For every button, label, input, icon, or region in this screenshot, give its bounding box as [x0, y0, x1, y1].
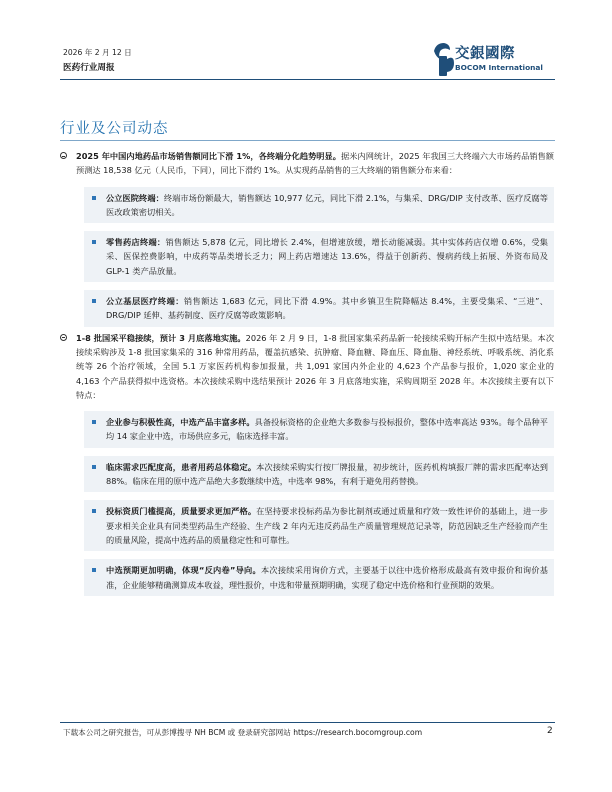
- sub-item-text: 具备投标资格的企业绝大多数参与投标报价，整体中选率高达 93%。每个品种平均 14 家企业中选，市场供应多元，临床选择丰富。: [106, 417, 548, 442]
- sub-item-text: 本次接续采购实行按厂牌报量，初步统计，医药机构填报厂牌的需求匹配率达到 88%。临床在用的原中选产品绝大多数继续中选，中选率 98%，有利于避免用药替换。: [106, 461, 548, 487]
- news-item-text: 据米内网统计，2025 年我国三大终端六大市场药品销售额预测达 18,538 亿元（人民币，下同），同比下滑约 1%。从实现药品销售的三大终端的销售额分布来看：: [76, 151, 554, 176]
- sub-item-text: 本次接续采用询价方式，主要基于以往中选价格形成最高有效申报价和询价基准，企业能够精确测算成本收益，理性报价，中选和带量预期明确，实现了稳定中选价格和行业预期的效果。: [106, 565, 548, 590]
- news-item-headline: 2025 年中国内地药品市场销售额同比下滑 1%，各终端分化趋势明显。: [76, 151, 342, 161]
- bullet-square-icon: [92, 465, 96, 469]
- sub-item-headline: 中选预期更加明确，体现“反内卷”导向。: [106, 565, 261, 576]
- report-name: 医药行业周报: [63, 63, 115, 73]
- sub-item-text: 销售额达 5,878 亿元，同比增长 2.4%，但增速放缓，增长动能减弱。其中实体药店仅增 0.6%，受集采、医保控费影响，中成药等品类增长乏力；网上药店增速达 13.6%，得益于创新药、慢病药线上拓展、外资布局及 GLP-1 类产品放量。: [106, 237, 548, 276]
- sub-item-headline: 公立医院终端：: [106, 192, 164, 203]
- sub-item: [84, 500, 554, 551]
- bullet-square-icon: [92, 509, 96, 513]
- sub-item-headline: 临床需求匹配度高，患者用药总体稳定。: [106, 461, 257, 472]
- logo-english-name: BOCOM International: [455, 63, 543, 72]
- report-date: 2026 年 2 月 12 日: [63, 48, 132, 57]
- sub-item: [84, 456, 554, 493]
- page-number: 2: [547, 726, 553, 736]
- sub-item: [84, 411, 554, 448]
- logo-chinese-name: 交銀國際: [455, 46, 515, 62]
- footer-disclaimer: 下载本公司之研究报告，可从彭博搜寻 NH BCM 或 登录研究部网站 https://research.bocomgroup.com: [63, 728, 423, 737]
- sub-item-text: 销售额达 1,683 亿元，同比下滑 4.9%。其中乡镇卫生院降幅达 8.4%，主要受集采、“三进”、DRG/DIP 延伸、基药制度、医疗反腐等政策影响。: [106, 296, 548, 321]
- section-divider: [60, 140, 555, 141]
- section-title: 行业及公司动态: [60, 121, 169, 137]
- footer-divider: [60, 722, 555, 723]
- news-item-headline: 1-8 批国采平稳接续，预计 3 月底落地实施。: [76, 332, 246, 343]
- sub-item-headline: 公立基层医疗终端：: [106, 296, 184, 307]
- sub-item: [84, 559, 554, 596]
- bullet-circle-icon: [60, 152, 67, 159]
- bullet-square-icon: [92, 568, 96, 572]
- bullet-circle-icon: [60, 334, 67, 341]
- sub-item-headline: 零售药店终端：: [106, 237, 166, 248]
- news-item-text: 2026 年 2 月 9 日，1-8 批国家集采药品新一轮接续采购开标产生拟中选结果。本次接续采购涉及 1-8 批国家集采的 316 种常用药品，覆盖抗感染、抗肿瘤、降血糖、降血压、降血脂、神经系统、呼吸系统、消化系统等 26 个治疗领域，全国 5.1 万家医药机构参加报量，共 1,091 家国内外企业的 4,623 个产品参与报价，1,020 家企业的 4,163 个产品获得拟中选资格。本次接续采购中选结果预计 2026 年 3 月底落地实施，采购周期至 2028 年。本次接续主要有以下特点：: [76, 332, 555, 400]
- bullet-square-icon: [92, 240, 96, 244]
- sub-item-headline: 企业参与积极性高，中选产品丰富多样。: [106, 417, 255, 428]
- sub-item: [84, 231, 554, 282]
- sub-item: [84, 187, 554, 224]
- news-item: [58, 331, 554, 596]
- bullet-square-icon: [92, 196, 96, 200]
- sub-item-headline: 投标资质门槛提高，质量要求更加严格。: [106, 506, 257, 517]
- news-item: [58, 149, 554, 327]
- header-divider: [60, 79, 555, 80]
- report-body: [58, 149, 554, 596]
- sub-item-text: 终端市场份额最大，销售额达 10,977 亿元，同比下滑 2.1%，与集采、DRG/DIP 支付改革、医疗反腐等医改政策密切相关。: [106, 192, 548, 217]
- sub-item-text: 在坚持要求投标药品为参比制剂或通过质量和疗效一致性评价的基础上，进一步要求相关企业具有同类型药品生产经验、生产线 2 年内无违反药品生产质量管理规范记录等，防范因缺乏生产经验而产生的质量风险，提高中选药品的质量稳定性和可靠性。: [106, 506, 548, 545]
- bullet-square-icon: [92, 299, 96, 303]
- sub-item: [84, 290, 554, 327]
- bullet-square-icon: [92, 420, 96, 424]
